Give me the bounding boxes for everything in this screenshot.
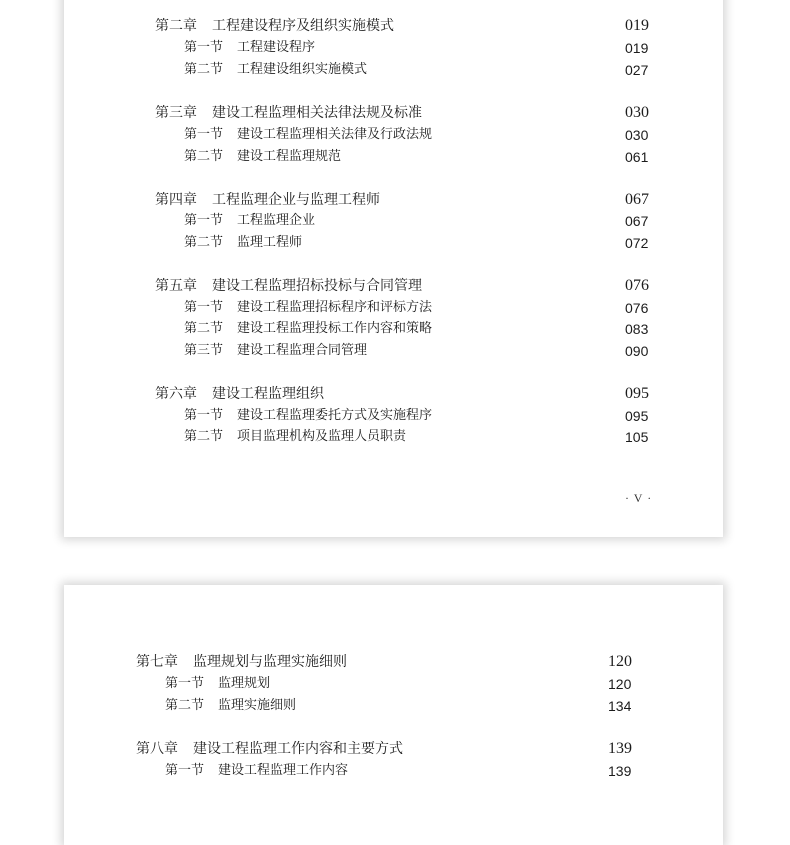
section-title: 监理规划 (218, 676, 271, 691)
page-number: 090 (625, 343, 649, 359)
toc-section-row (184, 59, 665, 81)
toc-section-row (165, 760, 648, 782)
section-title: 工程建设程序 (237, 40, 316, 55)
page-number: 105 (625, 429, 649, 445)
toc-chapter-row (155, 15, 665, 37)
section-number: 第一节 (165, 676, 205, 691)
page-number: 030 (625, 127, 649, 143)
section-title: 建设工程监理工作内容 (218, 763, 349, 778)
toc-section-row (184, 146, 665, 168)
toc-section-row (184, 405, 665, 427)
chapter-title: 建设工程监理工作内容和主要方式 (193, 741, 403, 757)
chapter-title: 监理规划与监理实施细则 (193, 654, 347, 670)
page-folio: · V · (625, 491, 653, 505)
toc-page-lower (64, 585, 723, 845)
section-number: 第二节 (165, 698, 205, 713)
chapter-number: 第七章 (136, 654, 178, 670)
page-number: 120 (608, 676, 632, 692)
toc-section-row (184, 297, 665, 319)
page-number: 095 (625, 408, 649, 424)
page-number: 076 (625, 277, 649, 294)
section-number: 第二节 (184, 62, 224, 77)
section-number: 第一节 (184, 127, 224, 142)
section-number: 第二节 (184, 235, 224, 250)
chapter-title: 建设工程监理招标投标与合同管理 (212, 278, 422, 294)
section-title: 监理工程师 (237, 235, 303, 250)
page-number: 139 (608, 763, 632, 779)
section-title: 监理实施细则 (218, 698, 297, 713)
toc-section-row (184, 37, 665, 59)
chapter-number: 第二章 (155, 18, 197, 34)
section-title: 建设工程监理相关法律及行政法规 (237, 127, 433, 142)
page-number: 027 (625, 62, 649, 78)
toc-section-row (165, 695, 648, 717)
page-number: 083 (625, 321, 649, 337)
section-number: 第二节 (184, 149, 224, 164)
page-number: 019 (625, 40, 649, 56)
section-number: 第一节 (184, 40, 224, 55)
chapter-number: 第六章 (155, 386, 197, 402)
section-title: 工程监理企业 (237, 213, 316, 228)
toc-chapter-row (155, 102, 665, 124)
toc-section-row (184, 124, 665, 146)
chapter-title: 建设工程监理相关法律法规及标准 (212, 105, 422, 121)
page-number: 095 (625, 385, 649, 402)
section-number: 第一节 (184, 408, 224, 423)
section-number: 第三节 (184, 343, 224, 358)
chapter-number: 第五章 (155, 278, 197, 294)
section-number: 第二节 (184, 429, 224, 444)
toc-section-row (184, 426, 665, 448)
toc-section-row (184, 340, 665, 362)
toc-section-row (184, 318, 665, 340)
page-number: 030 (625, 104, 649, 121)
page-number: 067 (625, 213, 649, 229)
toc-section-row (184, 232, 665, 254)
toc-section-row (165, 673, 648, 695)
toc-page-upper (64, 0, 723, 537)
chapter-title: 工程建设程序及组织实施模式 (212, 18, 394, 34)
page-number: 120 (608, 653, 632, 670)
toc-chapter-row (155, 275, 665, 297)
page-number: 061 (625, 149, 649, 165)
toc-chapter-row (155, 189, 665, 211)
section-title: 工程建设组织实施模式 (237, 62, 368, 77)
section-title: 建设工程监理规范 (237, 149, 342, 164)
section-title: 项目监理机构及监理人员职责 (237, 429, 407, 444)
section-title: 建设工程监理合同管理 (237, 343, 368, 358)
toc-section-row (184, 210, 665, 232)
page-number: 019 (625, 17, 649, 34)
chapter-number: 第八章 (136, 741, 178, 757)
page-number: 072 (625, 235, 649, 251)
section-number: 第二节 (184, 321, 224, 336)
chapter-title: 工程监理企业与监理工程师 (212, 192, 380, 208)
toc-chapter-row (155, 383, 665, 405)
chapter-title: 建设工程监理组织 (212, 386, 324, 402)
toc-chapter-row (136, 738, 648, 760)
chapter-number: 第四章 (155, 192, 197, 208)
section-title: 建设工程监理投标工作内容和策略 (237, 321, 433, 336)
section-number: 第一节 (165, 763, 205, 778)
page-number: 076 (625, 300, 649, 316)
page-number: 139 (608, 740, 632, 757)
chapter-number: 第三章 (155, 105, 197, 121)
section-number: 第一节 (184, 300, 224, 315)
page-number: 067 (625, 191, 649, 208)
section-title: 建设工程监理委托方式及实施程序 (237, 408, 433, 423)
section-number: 第一节 (184, 213, 224, 228)
page-number: 134 (608, 698, 632, 714)
section-title: 建设工程监理招标程序和评标方法 (237, 300, 433, 315)
toc-chapter-row (136, 651, 648, 673)
